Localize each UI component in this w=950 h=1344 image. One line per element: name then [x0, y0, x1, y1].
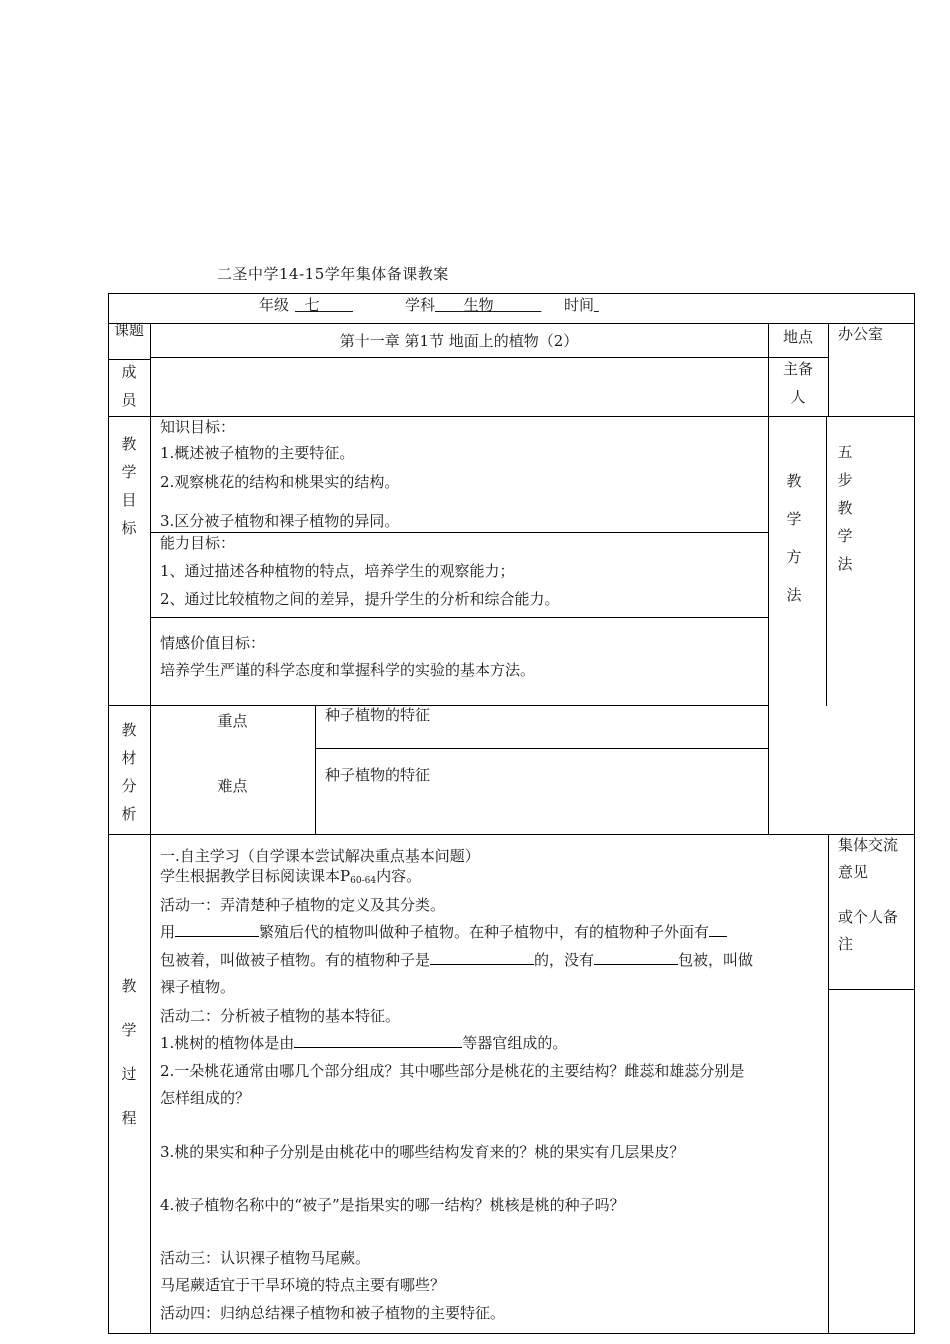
answer-blank[interactable] — [430, 950, 534, 965]
fill-blank-line: 裸子植物。 — [160, 978, 236, 996]
subject-value: 生物 — [463, 296, 494, 314]
lead-label: 主备人 — [782, 360, 813, 406]
question: 2.一朵桃花通常由哪几个部分组成？其中哪些部分是桃花的主要结构？雌蕊和雄蕊分别是 — [160, 1062, 745, 1080]
method-label: 教学方法 — [786, 472, 802, 604]
knowledge-item: 1.概述被子植物的主要特征。 — [160, 444, 355, 462]
document-title: 二圣中学14-15学年集体备课教案 — [217, 265, 449, 283]
key-point-value: 种子植物的特征 — [325, 706, 431, 724]
knowledge-item: 3.区分被子植物和裸子植物的异同。 — [160, 512, 400, 530]
side-note-title: 或个人备 — [838, 908, 899, 926]
ability-item: 1、通过描述各种植物的特点，培养学生的观察能力； — [160, 562, 515, 580]
topic-label: 课题 — [113, 321, 144, 339]
question: 4.被子植物名称中的“被子”是指果实的哪一结构？桃核是桃的种子吗？ — [160, 1196, 625, 1214]
question: 马尾蕨适宜于干旱环境的特点主要有哪些？ — [160, 1276, 446, 1294]
subject-label: 学科 — [405, 296, 436, 314]
difficult-point-label: 难点 — [217, 777, 248, 795]
fill-blank-line: 用 繁殖后代的植物叫做种子植物。在种子植物中，有的植物种子外面有 — [160, 922, 727, 942]
answer-blank[interactable] — [175, 922, 259, 937]
answer-blank[interactable] — [594, 950, 678, 965]
question: 怎样组成的？ — [160, 1089, 251, 1107]
time-field — [564, 295, 599, 315]
knowledge-item: 2.观察桃花的结构和桃果实的结构。 — [160, 473, 400, 491]
question: 3.桃的果实和种子分别是由桃花中的哪些结构发育来的？桃的果实有几层果皮？ — [160, 1143, 685, 1161]
emotion-title: 情感价值目标： — [160, 634, 266, 652]
analysis-label: 教材分析 — [121, 721, 137, 823]
fill-blank-line: 包被着，叫做被子植物。有的植物种子是 的，没有 包被，叫做 — [160, 951, 754, 969]
members-label: 成员 — [121, 363, 137, 409]
subject-field — [405, 295, 541, 315]
difficult-point-value: 种子植物的特征 — [325, 766, 431, 784]
side-note-title: 注 — [838, 935, 854, 953]
place-label: 地点 — [782, 328, 813, 346]
knowledge-title: 知识目标： — [160, 418, 236, 436]
reading-instruction: 学生根据教学目标阅读课本$P_{60-64}$内容。 — [160, 867, 422, 886]
grade-field — [259, 295, 359, 315]
grade-value: 七 — [304, 296, 320, 314]
place-value: 办公室 — [838, 325, 884, 343]
answer-blank[interactable] — [294, 1033, 462, 1048]
goals-label: 教学目标 — [121, 435, 137, 537]
side-note-title: 集体交流 — [838, 836, 899, 854]
grade-label: 年级 — [259, 296, 290, 314]
ability-item: 2、通过比较植物之间的差异，提升学生的分析和综合能力。 — [160, 590, 560, 608]
activity-heading: 活动四：归纳总结裸子植物和被子植物的主要特征。 — [160, 1304, 506, 1322]
ability-title: 能力目标： — [160, 534, 236, 552]
section-heading: 一.自主学习（自学课本尝试解决重点基本问题） — [160, 847, 480, 865]
topic-value: 第十一章 第1节 地面上的植物（2） — [339, 332, 579, 350]
key-point-label: 重点 — [217, 712, 248, 730]
answer-blank[interactable] — [709, 922, 727, 937]
activity-heading: 活动三：认识裸子植物马尾蕨。 — [160, 1249, 371, 1267]
time-label: 时间 — [564, 296, 595, 314]
activity-heading: 活动一：弄清楚种子植物的定义及其分类。 — [160, 896, 446, 914]
method-value: 五步教学法 — [837, 443, 853, 573]
activity-heading: 活动二：分析被子植物的基本特征。 — [160, 1007, 401, 1025]
side-note-title: 意见 — [838, 863, 869, 881]
process-label: 教学过程 — [121, 977, 137, 1127]
emotion-text: 培养学生严谨的科学态度和掌握科学的实验的基本方法。 — [160, 661, 536, 679]
question: 1.桃树的植物体是由 等器官组成的。 — [160, 1034, 568, 1052]
